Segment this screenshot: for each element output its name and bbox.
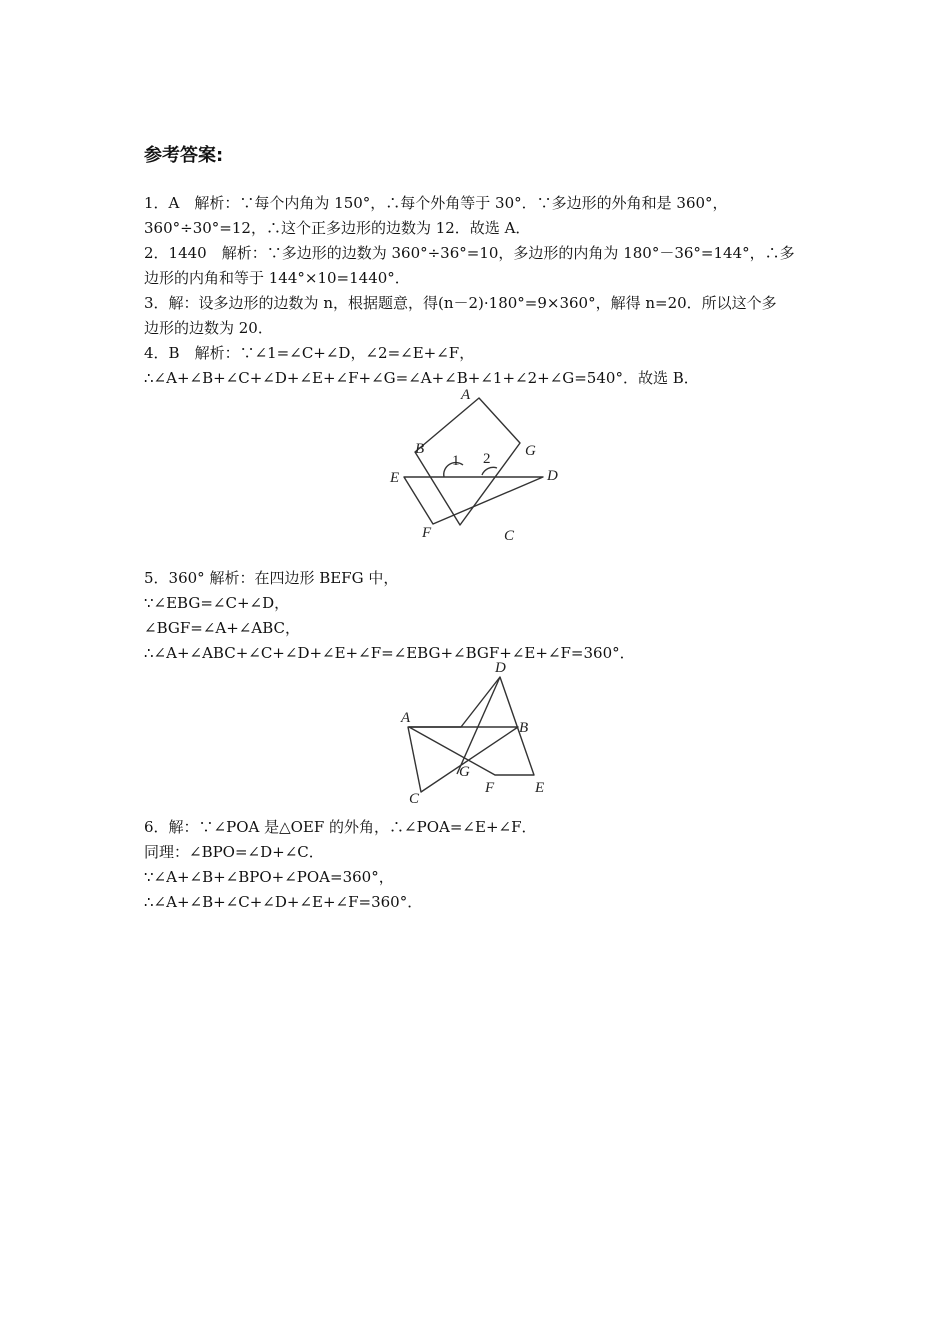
figure2-label-a: A	[401, 710, 411, 726]
figure1-label-a: A	[461, 387, 471, 403]
figure1-label-c: C	[504, 528, 515, 544]
answer-6-line-1: 6．解：∵∠POA 是△OEF 的外角，∴∠POA=∠E+∠F．	[144, 818, 537, 836]
figure1-angle-2-label: 2	[483, 451, 491, 467]
answer-6-line-3: ∵∠A+∠B+∠BPO+∠POA=360°，	[144, 868, 394, 886]
answer-2-line-1: 2．1440 解析：∵多边形的边数为 360°÷36°=10，多边形的内角为 180°－36°=144°，∴多	[144, 244, 795, 262]
figure1-label-e: E	[390, 470, 400, 486]
figure1-angle-2-arc	[482, 467, 497, 475]
answer-2-line-2: 边形的内角和等于 144°×10=1440°．	[144, 269, 410, 287]
figure2-label-e: E	[535, 780, 545, 796]
figure1-label-b: B	[415, 441, 425, 457]
answer-5-line-3: ∠BGF=∠A+∠ABC，	[144, 619, 300, 637]
answer-1-line-2: 360°÷30°=12，∴这个正多边形的边数为 12．故选 A．	[144, 219, 531, 237]
figure2-line-dg	[457, 677, 500, 774]
figure1-angle-1-label: 1	[452, 453, 460, 469]
figure1-triangle-edf	[404, 477, 543, 524]
figure-star-six	[395, 658, 560, 808]
figure1-label-f: F	[422, 525, 432, 541]
answer-6-line-2: 同理：∠BPO=∠D+∠C．	[144, 843, 324, 861]
answer-5-line-4: ∴∠A+∠ABC+∠C+∠D+∠E+∠F=∠EBG+∠BGF+∠E+∠F=360°．	[144, 644, 635, 662]
figure2-label-c: C	[409, 791, 420, 807]
figure1-label-d: D	[547, 468, 558, 484]
answer-3-line-2: 边形的边数为 20．	[144, 319, 273, 337]
answer-4-line-2: ∴∠A+∠B+∠C+∠D+∠E+∠F+∠G=∠A+∠B+∠1+∠2+∠G=540°．故选 B．	[144, 369, 699, 387]
answer-4-line-1: 4．B 解析：∵∠1=∠C+∠D，∠2=∠E+∠F，	[144, 344, 475, 362]
figure2-label-d: D	[495, 660, 506, 676]
answer-5-line-1: 5．360° 解析：在四边形 BEFG 中，	[144, 569, 399, 587]
figure2-label-b: B	[519, 720, 529, 736]
figure2-label-f: F	[485, 780, 495, 796]
figure1-quad-agcb	[415, 398, 520, 525]
figure2-path-d-e-f-g	[409, 677, 534, 775]
figure1-label-g: G	[525, 443, 536, 459]
figure2-label-g: G	[459, 764, 470, 780]
figure-star-seven	[380, 385, 570, 545]
answer-5-line-2: ∵∠EBG=∠C+∠D，	[144, 594, 290, 612]
page-title: 参考答案:	[144, 145, 224, 166]
answer-1-line-1: 1．A 解析：∵每个内角为 150°，∴每个外角等于 30°．∵多边形的外角和是 360°，	[144, 194, 728, 212]
answer-6-line-4: ∴∠A+∠B+∠C+∠D+∠E+∠F=360°．	[144, 893, 423, 911]
answer-3-line-1: 3．解：设多边形的边数为 n，根据题意，得(n－2)·180°=9×360°，解得 n=20．所以这个多	[144, 294, 777, 312]
